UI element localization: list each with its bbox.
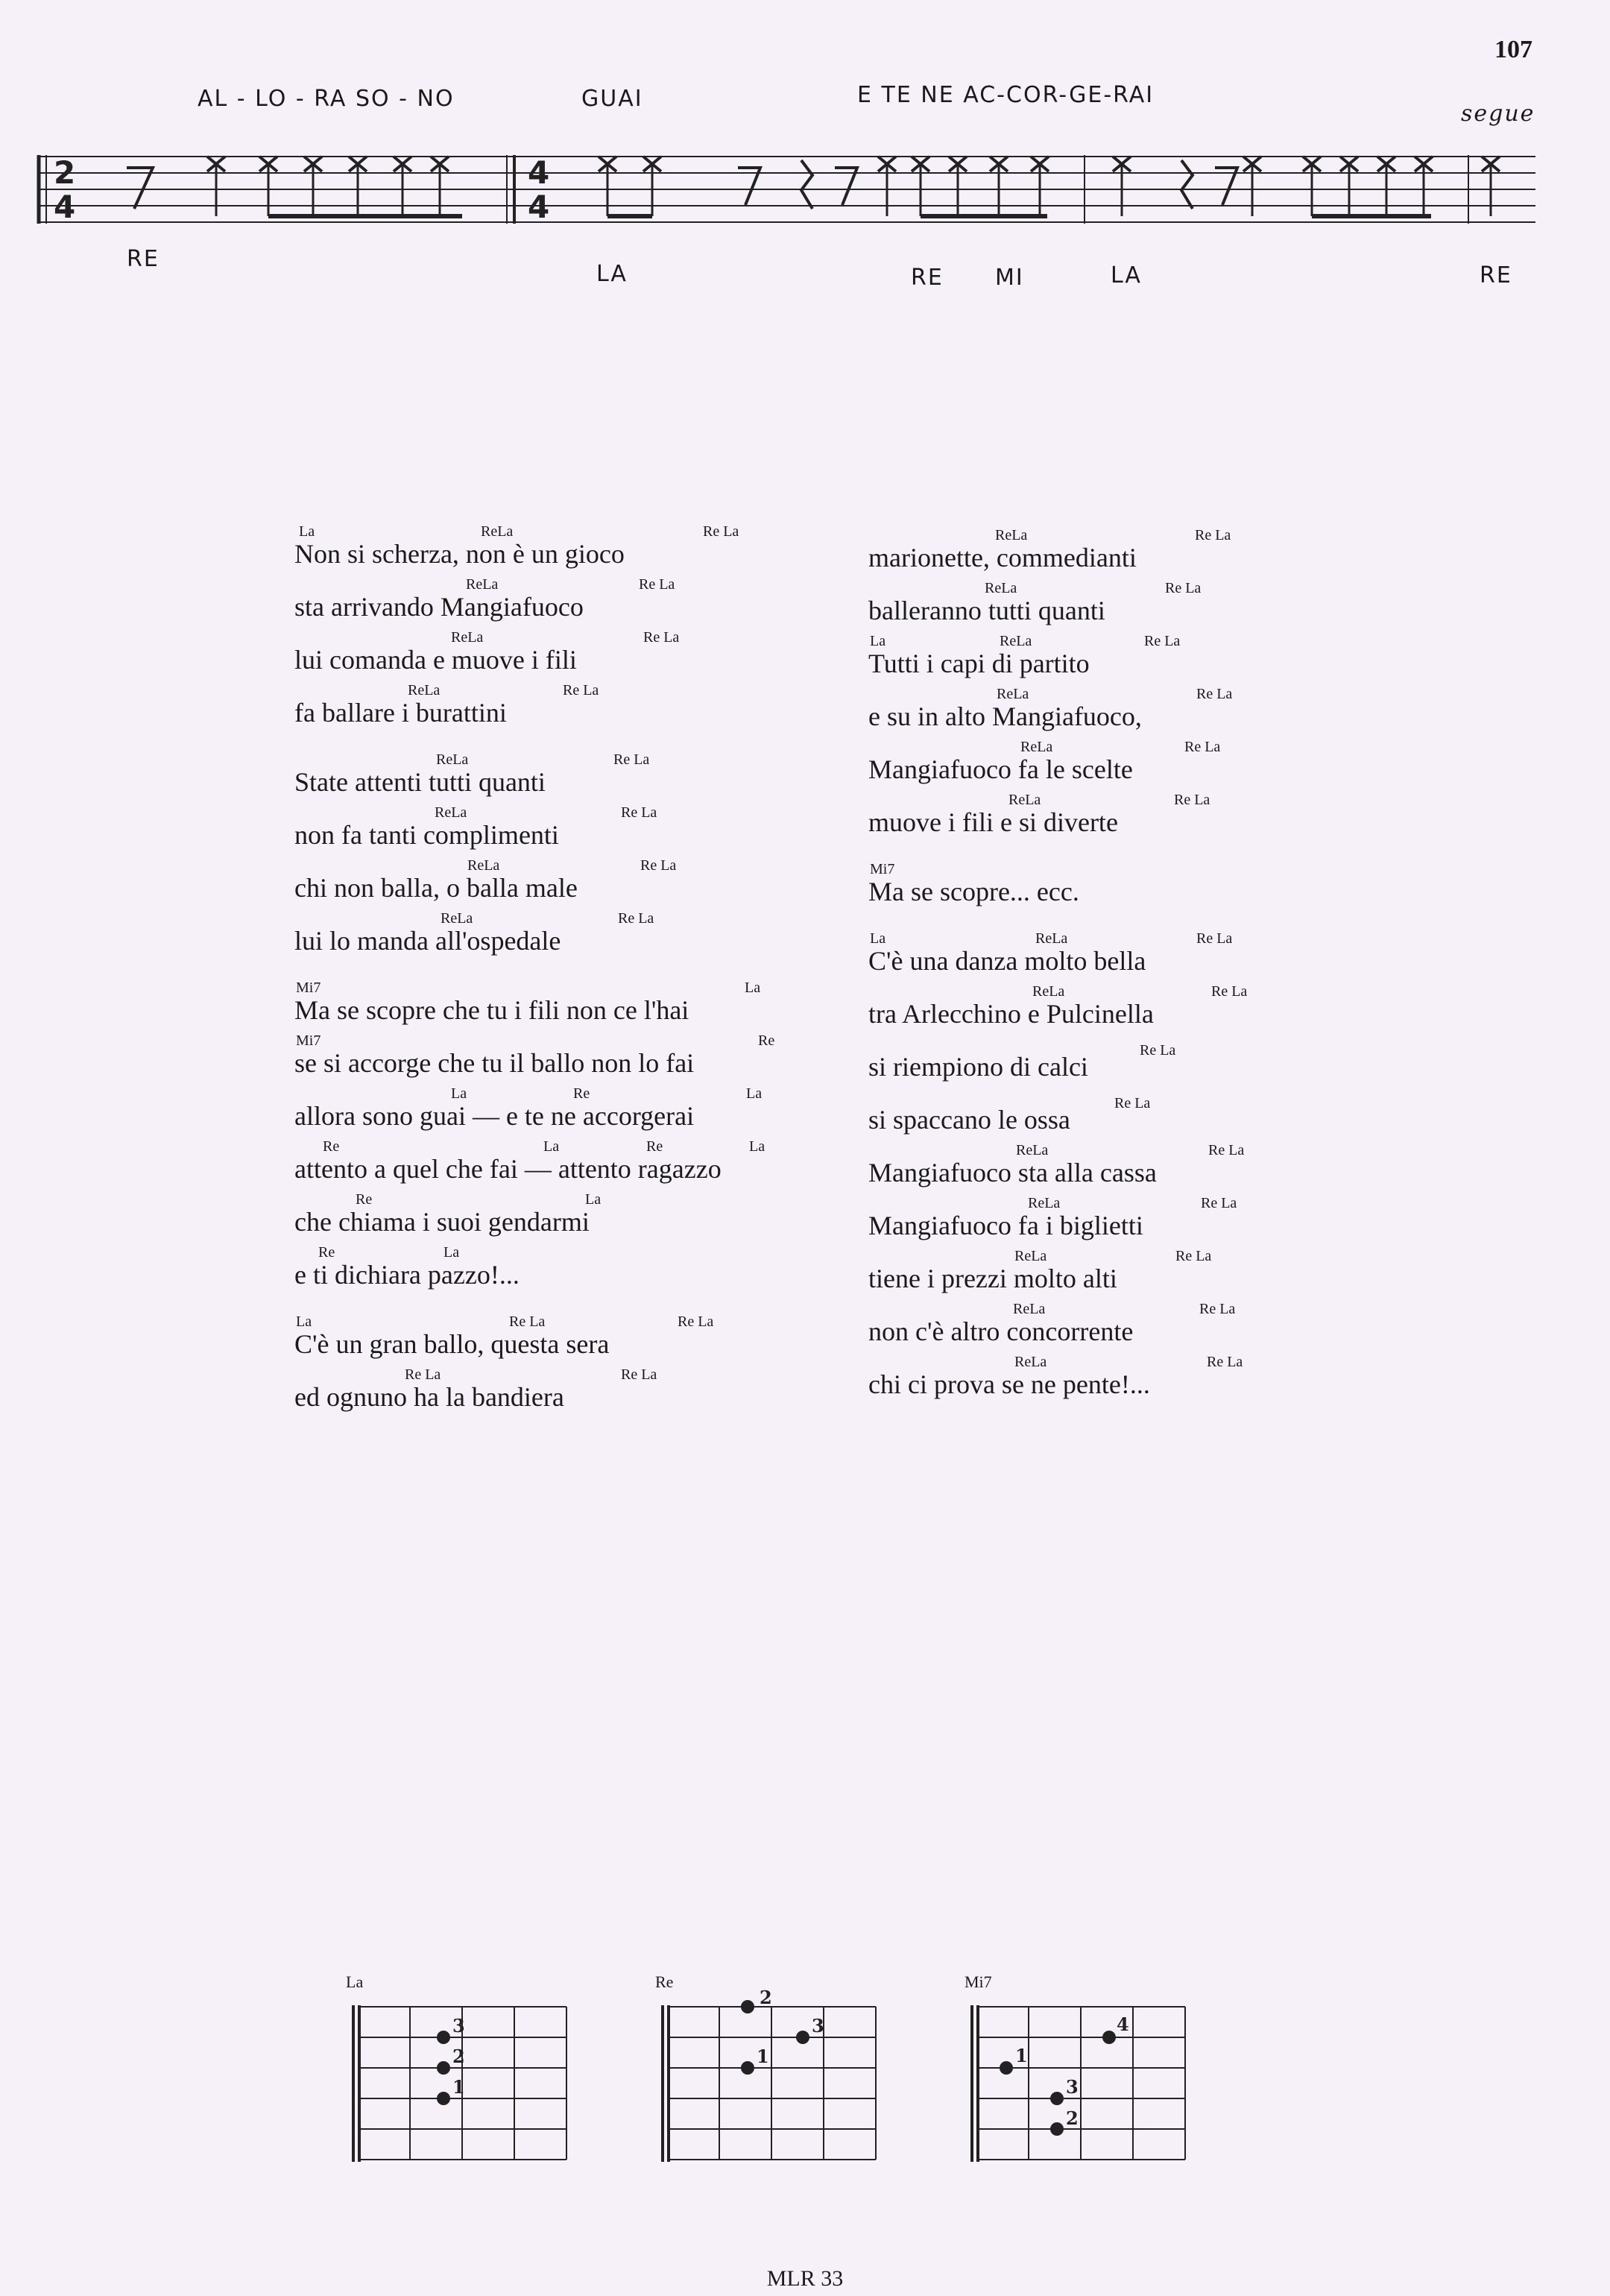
lyric-line [294,1235,861,1288]
chord-label: Re [356,1191,373,1208]
chord-label: Re La [509,1313,546,1330]
lyric-line [294,971,861,1024]
chord-diagram-name: Mi7 [965,1972,992,1991]
chord-label: Re La [1144,633,1181,649]
fretboard [350,2005,574,2169]
chord-label: Re [318,1244,335,1261]
chord-label: Mi7 [296,980,321,996]
lyric-text: si spaccano le ossa [868,1105,1070,1135]
chord-label: Re La [1165,580,1202,596]
chord-label: ReLa [1032,983,1065,1000]
chord-label: ReLa [408,682,441,698]
chord-label: ReLa [467,857,500,874]
lyric-line [294,1357,861,1410]
finger-number: 3 [812,2015,824,2037]
chord-label: La [870,930,886,947]
lyric-line [868,677,1465,730]
lyric-line [868,1345,1465,1398]
chord-label: Re [573,1085,590,1102]
lyric-text: e ti dichiara pazzo!... [294,1260,520,1290]
lyric-line [294,848,861,901]
lyric-line [294,1076,861,1129]
time-signature-2-4-bottom: 4 [54,189,76,225]
page-number: 107 [1494,36,1532,63]
rhythm-staff [30,134,1550,239]
lyric-line [868,571,1465,624]
lyric-text: non c'è altro concorrente [868,1316,1134,1346]
chord-label: Re La [640,857,677,874]
chord-diagram-name: Re [655,1972,674,1991]
chord-label: Re La [405,1366,441,1383]
chord-label: ReLa [436,751,469,768]
chord-label: Re La [643,629,680,646]
fretboard [660,1987,883,2169]
chord-label: Re La [1208,1142,1245,1158]
lyric-text: non fa tanti complimenti [294,820,559,850]
lyric-line [868,624,1465,677]
lyric-line [868,1080,1465,1133]
lyrics-right-column [868,518,1465,1398]
chord-label: Re La [1196,930,1233,947]
chord-label: ReLa [1035,930,1068,947]
chord-label: Re La [1196,686,1233,702]
chord-label: La [299,523,315,540]
chord-label: ReLa [435,804,467,821]
chord-label: ReLa [1008,792,1041,808]
finger-number: 1 [757,2046,769,2067]
chord-label: ReLa [441,910,473,927]
chord-label: La [745,980,761,996]
finger-number: 3 [1066,2076,1079,2098]
lyric-line [868,921,1465,974]
chord-label: ReLa [1000,633,1032,649]
chord-label: La [451,1085,467,1102]
lyric-line [868,974,1465,1027]
chord-diagram-la [346,1972,574,2173]
lyric-text: Mangiafuoco fa le scelte [868,754,1133,784]
lyric-line [294,1305,861,1357]
lyric-text: Non si scherza, non è un gioco [294,539,625,569]
chord-label: ReLa [997,686,1029,702]
chord-diagram-re [655,1972,883,2173]
chord-label: ReLa [451,629,484,646]
lyric-line [294,795,861,848]
staff-chord-5: LA [1111,262,1142,288]
chord-label: Mi7 [296,1032,321,1049]
chord-label: ReLa [1014,1354,1047,1370]
chord-label: Re La [1211,983,1248,1000]
lyric-text: Ma se scopre... ecc. [868,877,1079,906]
chord-label: ReLa [466,576,499,593]
chord-label: Re La [1114,1095,1151,1111]
lyric-line [868,518,1465,571]
lyric-text: chi ci prova se ne pente!... [868,1369,1150,1399]
lyric-line [294,1182,861,1235]
lyric-line [868,1133,1465,1186]
lyric-line [868,852,1465,905]
finger-number: 1 [1015,2045,1028,2066]
chord-label: Re [646,1138,663,1155]
chord-label: Re La [563,682,599,698]
chord-label: Re La [1201,1195,1237,1211]
lyric-text: marionette, commedianti [868,543,1137,573]
staff-chord-3: RE [911,265,944,291]
footer-code: MLR 33 [766,2266,844,2291]
chord-label: ReLa [1016,1142,1049,1158]
lyric-line [294,514,861,567]
lyrics-left-column [294,514,861,1410]
chord-label: Re La [1199,1301,1236,1317]
time-signature-2-4-top: 2 [54,154,76,191]
chord-label: Re La [621,804,657,821]
lyric-text: attento a quel che fai — attento ragazzo [294,1154,722,1184]
time-signature-4-4-top: 4 [528,154,550,191]
chord-label: La [870,633,886,649]
lyric-text: tra Arlecchino e Pulcinella [868,999,1154,1029]
lyric-line [294,567,861,620]
chord-label: Re La [1140,1042,1176,1059]
lyric-line [868,1239,1465,1292]
lyric-line [868,1027,1465,1080]
lyric-text: Tutti i capi di partito [868,649,1090,678]
chord-label: Re [323,1138,340,1155]
finger-number: 3 [452,2015,465,2037]
chord-label: Re La [678,1313,714,1330]
fretboard [969,2005,1193,2169]
lyric-text: chi non balla, o balla male [294,873,578,903]
segue-label: segue [1461,101,1535,127]
lyric-line [868,1292,1465,1345]
lyric-line [294,620,861,673]
lyric-text: se si accorge che tu il ballo non lo fai [294,1048,695,1078]
lyric-text: State attenti tutti quanti [294,767,546,797]
lyric-text: C'è un gran ballo, questa sera [294,1329,610,1359]
lyric-line [868,783,1465,836]
lyric-text: Mangiafuoco fa i biglietti [868,1211,1143,1240]
lyric-text: Ma se scopre che tu i fili non ce l'hai [294,995,689,1025]
lyric-text: che chiama i suoi gendarmi [294,1207,590,1237]
staff-chord-2: LA [596,261,628,287]
lyric-text: sta arrivando Mangiafuoco [294,592,584,622]
chord-label: Re La [1184,739,1221,755]
chord-label: Re La [639,576,675,593]
chord-label: ReLa [1028,1195,1061,1211]
lyric-line [294,742,861,795]
lyric-line [294,1024,861,1076]
lyric-text: muove i fili e si diverte [868,807,1118,837]
lyric-text: e su in alto Mangiafuoco, [868,701,1142,731]
lyric-text: fa ballare i burattini [294,698,507,728]
chord-label: ReLa [985,580,1017,596]
chord-label: ReLa [1020,739,1053,755]
chord-label: La [746,1085,763,1102]
lyric-line [868,730,1465,783]
score-syllables-3: E TE NE AC-COR-GE-RAI [857,82,1155,108]
lyric-text: lui lo manda all'ospedale [294,926,561,956]
chord-label: La [443,1244,460,1261]
lyric-line [868,1186,1465,1239]
chord-diagram-mi7 [965,1972,1193,2173]
chord-label: La [543,1138,560,1155]
chord-label: Re La [613,751,650,768]
finger-number: 4 [1117,2013,1129,2035]
chord-label: Re [758,1032,775,1049]
finger-number: 2 [1066,2107,1079,2129]
score-syllables-2: GUAI [581,86,643,112]
chord-label: Re La [1207,1354,1243,1370]
chord-label: Re La [703,523,739,540]
chord-label: Re La [1174,792,1210,808]
lyric-line [294,673,861,726]
chord-label: Re La [618,910,654,927]
staff-chord-4: MI [995,265,1024,291]
lyric-text: C'è una danza molto bella [868,946,1146,976]
chord-label: Mi7 [870,861,895,877]
lyric-text: Mangiafuoco sta alla cassa [868,1158,1157,1188]
chord-label: La [585,1191,602,1208]
finger-number: 2 [452,2046,465,2067]
score-syllables-1: AL - LO - RA SO - NO [198,86,455,112]
chord-label: La [749,1138,765,1155]
chord-label: Re La [1195,527,1231,543]
chord-label: ReLa [1013,1301,1046,1317]
finger-number: 1 [452,2076,465,2098]
lyric-text: tiene i prezzi molto alti [868,1264,1117,1293]
chord-label: Re La [1175,1248,1212,1264]
lyric-text: allora sono guai — e te ne accorgerai [294,1101,695,1131]
time-signature-4-4-bottom: 4 [528,189,550,225]
chord-diagram-name: La [346,1972,364,1991]
chord-label: ReLa [481,523,514,540]
lyric-text: ed ognuno ha la bandiera [294,1382,564,1412]
staff-chord-6: RE [1480,262,1512,288]
chord-label: ReLa [995,527,1028,543]
staff-chord-1: RE [127,246,160,272]
lyric-line [294,1129,861,1182]
lyric-text: si riempiono di calci [868,1052,1088,1082]
lyric-line [294,901,861,954]
chord-label: Re La [621,1366,657,1383]
chord-label: ReLa [1014,1248,1047,1264]
lyric-text: lui comanda e muove i fili [294,645,577,675]
finger-number: 2 [760,1987,772,2008]
chord-label: La [296,1313,312,1330]
lyric-text: balleranno tutti quanti [868,596,1105,625]
